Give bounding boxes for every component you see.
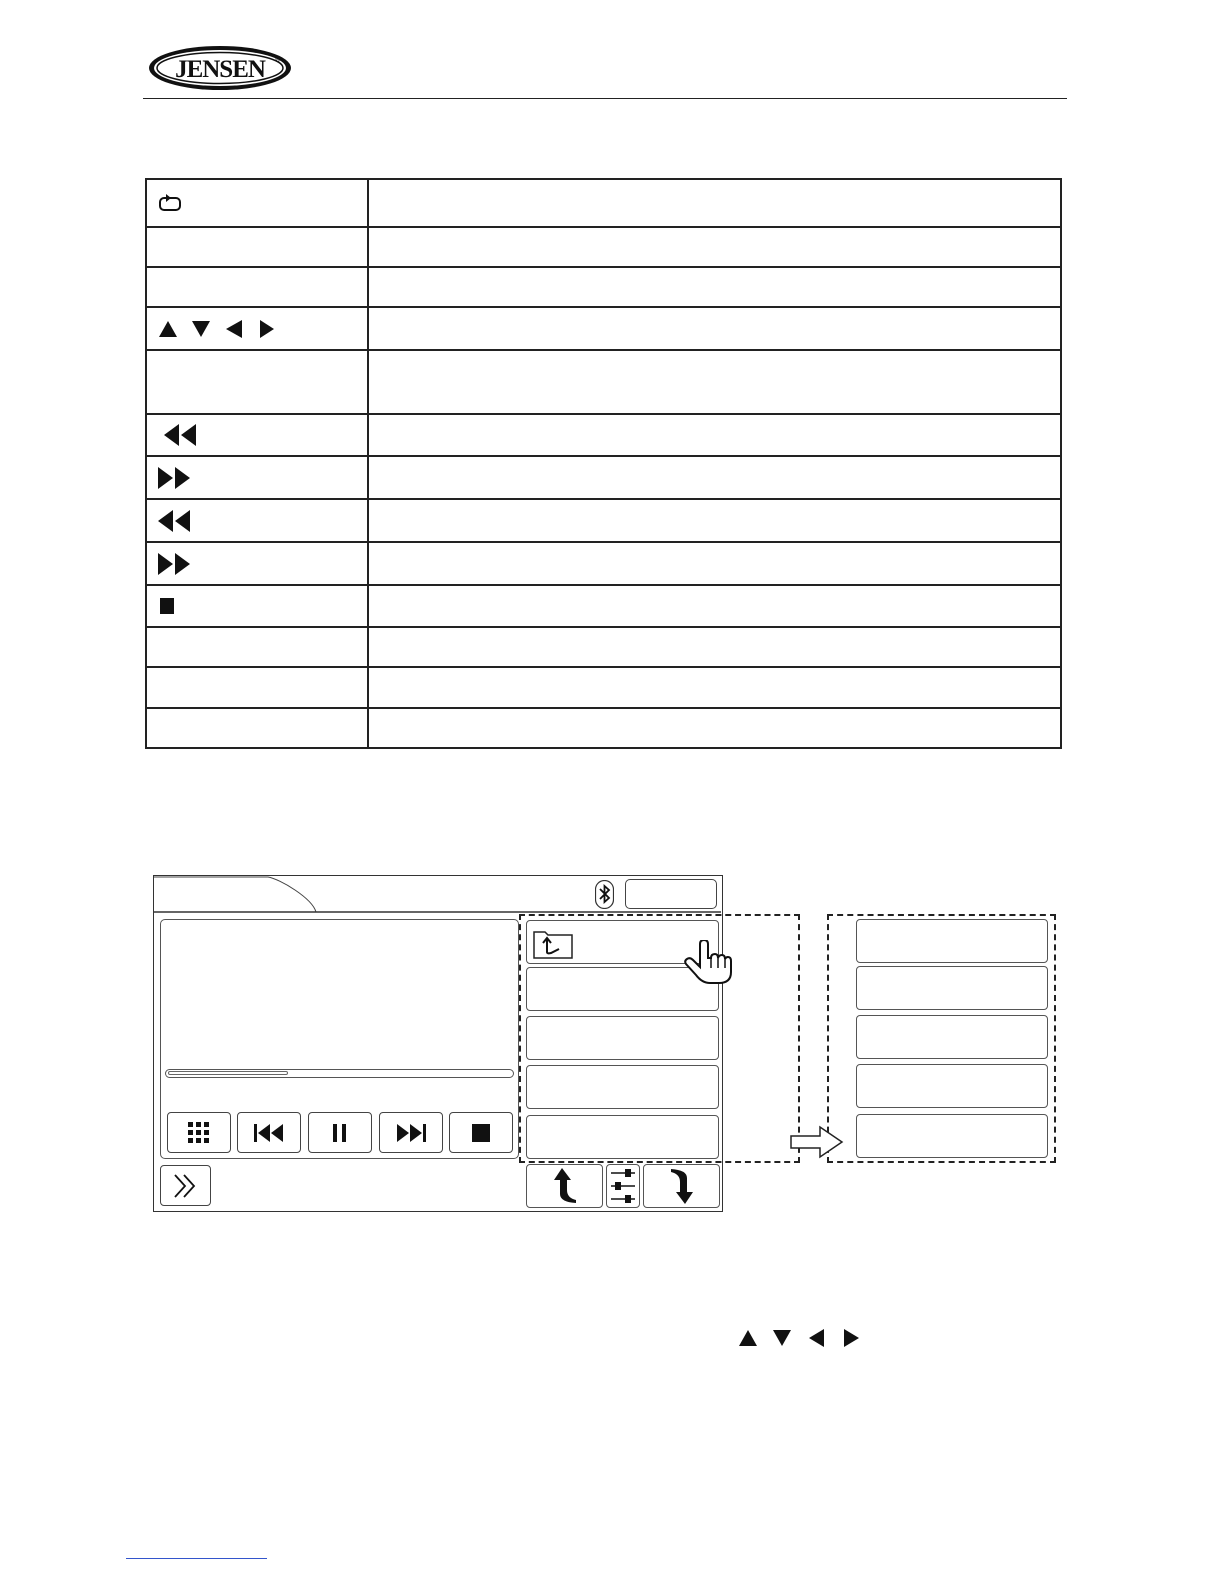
back-curve-icon — [552, 1168, 578, 1204]
table-key-cell — [146, 227, 368, 267]
down-arrow-icon — [771, 1328, 793, 1353]
table-desc-cell — [368, 307, 1061, 350]
svg-text:JENSEN: JENSEN — [175, 56, 265, 83]
table-key-cell — [146, 350, 368, 414]
equalizer-icon — [609, 1167, 637, 1205]
table-row — [146, 627, 1061, 667]
table-key-cell — [146, 499, 368, 542]
table-key-cell — [146, 708, 368, 748]
footer-link-rule — [126, 1558, 267, 1559]
fast-reverse-icon — [157, 509, 191, 533]
table-desc-cell — [368, 499, 1061, 542]
table-desc-cell — [368, 456, 1061, 499]
table-row — [146, 414, 1061, 456]
table-row — [146, 456, 1061, 499]
table-row — [146, 499, 1061, 542]
svg-text:®: ® — [275, 57, 281, 64]
table-row — [146, 307, 1061, 350]
touch-hand-icon — [684, 940, 732, 989]
table-row — [146, 708, 1061, 748]
progress-bar[interactable] — [165, 1069, 514, 1078]
keypad-icon — [188, 1122, 210, 1144]
table-key-cell — [146, 267, 368, 307]
keypad-button[interactable] — [167, 1112, 231, 1153]
pause-icon — [332, 1124, 348, 1142]
next-track-icon — [396, 1124, 426, 1142]
equalizer-button[interactable] — [606, 1164, 640, 1208]
table-desc-cell — [368, 227, 1061, 267]
repeat-icon — [157, 193, 183, 213]
direction-arrows-icon — [737, 1328, 870, 1350]
previous-track-icon — [254, 1124, 284, 1142]
table-key-cell — [146, 667, 368, 708]
header-rule — [143, 98, 1067, 99]
table-key-cell — [146, 585, 368, 627]
forward-curve-icon — [669, 1168, 695, 1204]
table-key-cell — [146, 414, 368, 456]
table-key-cell — [146, 627, 368, 667]
controls-table — [145, 178, 1062, 749]
table-key-cell — [146, 307, 368, 350]
top-right-button[interactable] — [625, 879, 717, 909]
page-down-button[interactable] — [643, 1164, 720, 1208]
table-desc-cell — [368, 627, 1061, 667]
up-arrow-icon — [737, 1328, 759, 1353]
table-row — [146, 542, 1061, 585]
table-desc-cell — [368, 667, 1061, 708]
menu-page2-button[interactable] — [856, 919, 1048, 963]
table-row — [146, 267, 1061, 307]
more-button[interactable] — [160, 1165, 211, 1206]
table-desc-cell — [368, 267, 1061, 307]
table-desc-cell — [368, 414, 1061, 456]
menu-page2-button[interactable] — [856, 1064, 1048, 1108]
stop-icon — [472, 1124, 490, 1142]
stop-icon — [160, 598, 174, 614]
table-desc-cell — [368, 542, 1061, 585]
pause-button[interactable] — [308, 1112, 372, 1153]
table-desc-cell — [368, 585, 1061, 627]
fast-forward-icon — [157, 552, 191, 576]
double-chevron-right-icon — [170, 1173, 202, 1199]
table-row — [146, 227, 1061, 267]
page-up-button[interactable] — [526, 1164, 603, 1208]
jensen-logo — [147, 44, 293, 92]
table-row — [146, 179, 1061, 227]
table-desc-cell — [368, 350, 1061, 414]
table-key-cell — [146, 542, 368, 585]
previous-track-button[interactable] — [237, 1112, 301, 1153]
fast-reverse-icon — [163, 423, 197, 447]
progress-fill — [168, 1071, 288, 1075]
stop-button[interactable] — [449, 1112, 513, 1153]
menu-highlight-box — [519, 914, 800, 1163]
menu-page2-button[interactable] — [856, 1015, 1048, 1059]
table-key-cell — [146, 456, 368, 499]
fast-forward-icon — [157, 466, 191, 490]
bluetooth-icon — [595, 880, 614, 909]
direction-arrows-icon — [157, 319, 277, 339]
table-key-cell — [146, 179, 368, 227]
menu-page2-button[interactable] — [856, 966, 1048, 1010]
menu-page2-button[interactable] — [856, 1114, 1048, 1158]
table-row — [146, 350, 1061, 414]
left-arrow-icon — [806, 1328, 828, 1353]
right-arrow-icon — [840, 1328, 862, 1353]
table-row — [146, 585, 1061, 627]
table-desc-cell — [368, 179, 1061, 227]
table-row — [146, 667, 1061, 708]
right-arrow-icon — [790, 1125, 844, 1164]
table-desc-cell — [368, 708, 1061, 748]
next-track-button[interactable] — [379, 1112, 443, 1153]
